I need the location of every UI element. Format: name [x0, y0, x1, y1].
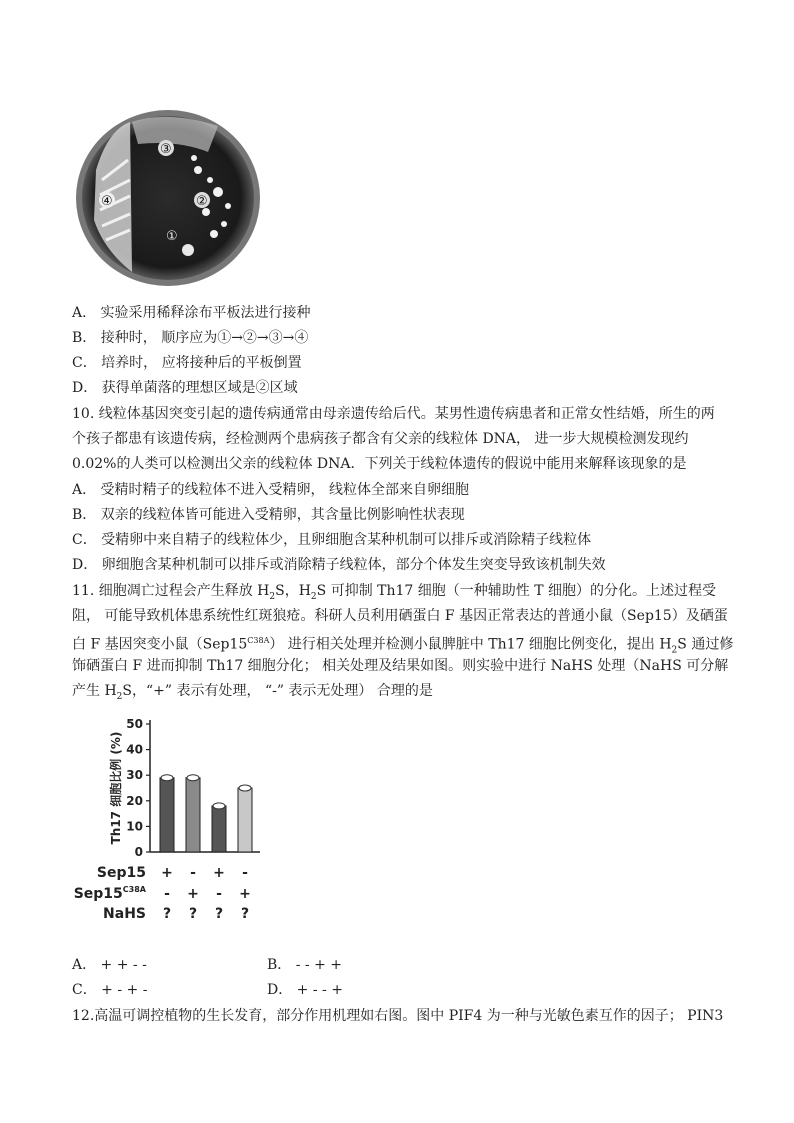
zone-1-colony: [182, 244, 194, 256]
y-tick-label: 0: [134, 845, 143, 859]
th17-bar-chart: [72, 712, 272, 942]
table-cell: +: [239, 886, 251, 902]
bar: [238, 788, 252, 852]
bar-error-cap: [239, 785, 251, 791]
zone-2-label: ②: [196, 194, 208, 209]
q9-option-d: D． 获得单菌落的理想区域是②区域: [72, 380, 298, 396]
q10-option-b: B． 双亲的线粒体皆可能进入受精卵，其含量比例影响性状表现: [72, 507, 465, 523]
q10-stem-line-3: 0.02%的人类可以检测出父亲的线粒体 DNA．下列关于线粒体遗传的假说中能用来解释该现象的是: [72, 456, 687, 472]
q11-option-b: B． - - + +: [267, 957, 343, 973]
q11-option-c: C． + - + -: [72, 982, 148, 998]
table-cell: +: [187, 886, 199, 902]
q12-stem-line-1: 12.高温可调控植物的生长发育，部分作用机理如右图。图中 PIF4 为一种与光敏色素互作的因子； PIN3: [72, 1008, 724, 1024]
q11-stem-line-3: 白 F 基因突变小鼠$(Sep15^{C38A})$ 进行相关处理并检测小鼠脾脏中 Th17 细胞比例变化，提出 $H_2S$ 通过修: [72, 636, 734, 656]
bar-error-cap: [161, 775, 173, 781]
table-cell: -: [190, 865, 196, 881]
q11-stem-line-2: 阻， 可能导致机体患系统性红斑狼疮。科研人员利用硒蛋白 F 基因正常表达的普通小鼠（Sep15）及硒蛋: [72, 608, 728, 624]
table-cell: ?: [240, 906, 250, 922]
q10-stem-line-2: 个孩子都患有该遗传病，经检测两个患病孩子都含有父亲的线粒体 DNA， 进一步大规模检测发现约: [72, 431, 689, 447]
zone-1-label: ①: [166, 229, 178, 244]
table-cell: +: [213, 865, 225, 881]
q10-option-c: C． 受精卵中来自精子的线粒体少，且卵细胞含某种机制可以排斥或消除精子线粒体: [72, 532, 592, 548]
y-tick-label: 40: [126, 742, 143, 757]
table-cell: -: [242, 865, 248, 881]
table-row-label: NaHS: [103, 906, 146, 922]
bar: [160, 778, 174, 852]
q9-option-b: B． 接种时， 顺序应为①→②→③→④: [72, 330, 309, 346]
table-cell: +: [161, 865, 173, 881]
q10-option-a: A． 受精时精子的线粒体不进入受精卵， 线粒体全部来自卵细胞: [72, 482, 470, 498]
bar-error-cap: [187, 775, 199, 781]
q9-option-a: A． 实验采用稀释涂布平板法进行接种: [72, 305, 311, 321]
table-row-label: Sep15: [96, 865, 146, 881]
q11-stem-line-1: 11. 细胞凋亡过程会产生释放 $H_2S$，$H_2S$ 可抑制 Th17 细胞（一种辅助性 T 细胞）的分化。上述过程受: [72, 583, 717, 602]
q10-stem-line-1: 10. 线粒体基因突变引起的遗传病通常由母亲遗传给后代。某男性遗传病患者和正常女性结婚，所生的两: [72, 406, 715, 422]
y-tick-label: 50: [126, 717, 143, 731]
table-row-label: $Sep15^{C38A}$: [73, 885, 146, 902]
y-tick-label: 30: [126, 768, 143, 783]
bar-error-cap: [213, 803, 225, 809]
bar: [212, 806, 226, 852]
bar: [186, 778, 200, 852]
y-tick-label: 10: [126, 819, 143, 834]
zone-4-label: ④: [101, 194, 113, 209]
q11-stem-line-5: 产生 $H_2S$，“+” 表示有处理， “-” 表示无处理） 合理的是: [72, 683, 433, 702]
q11-option-a: A． + + - -: [72, 957, 147, 973]
q11-option-d: D． + - - +: [267, 982, 343, 998]
table-cell: ?: [188, 906, 198, 922]
petri-dish-image: [68, 100, 268, 290]
table-cell: ?: [214, 906, 224, 922]
q10-option-d: D． 卵细胞含某种机制可以排斥或消除精子线粒体，部分个体发生突变导致该机制失效: [72, 557, 606, 573]
q9-option-c: C． 培养时， 应将接种后的平板倒置: [72, 355, 302, 371]
y-tick-label: 20: [126, 793, 143, 808]
zone-3-label: ③: [160, 142, 172, 157]
table-cell: ?: [162, 906, 172, 922]
table-cell: -: [164, 886, 170, 902]
q11-stem-line-4: 饰硒蛋白 F 进而抑制 Th17 细胞分化； 相关处理及结果如图。则实验中进行 NaHS 处理（NaHS 可分解: [72, 658, 729, 674]
y-axis-label: Th17 细胞比例 (%): [109, 731, 123, 845]
table-cell: -: [216, 886, 222, 902]
